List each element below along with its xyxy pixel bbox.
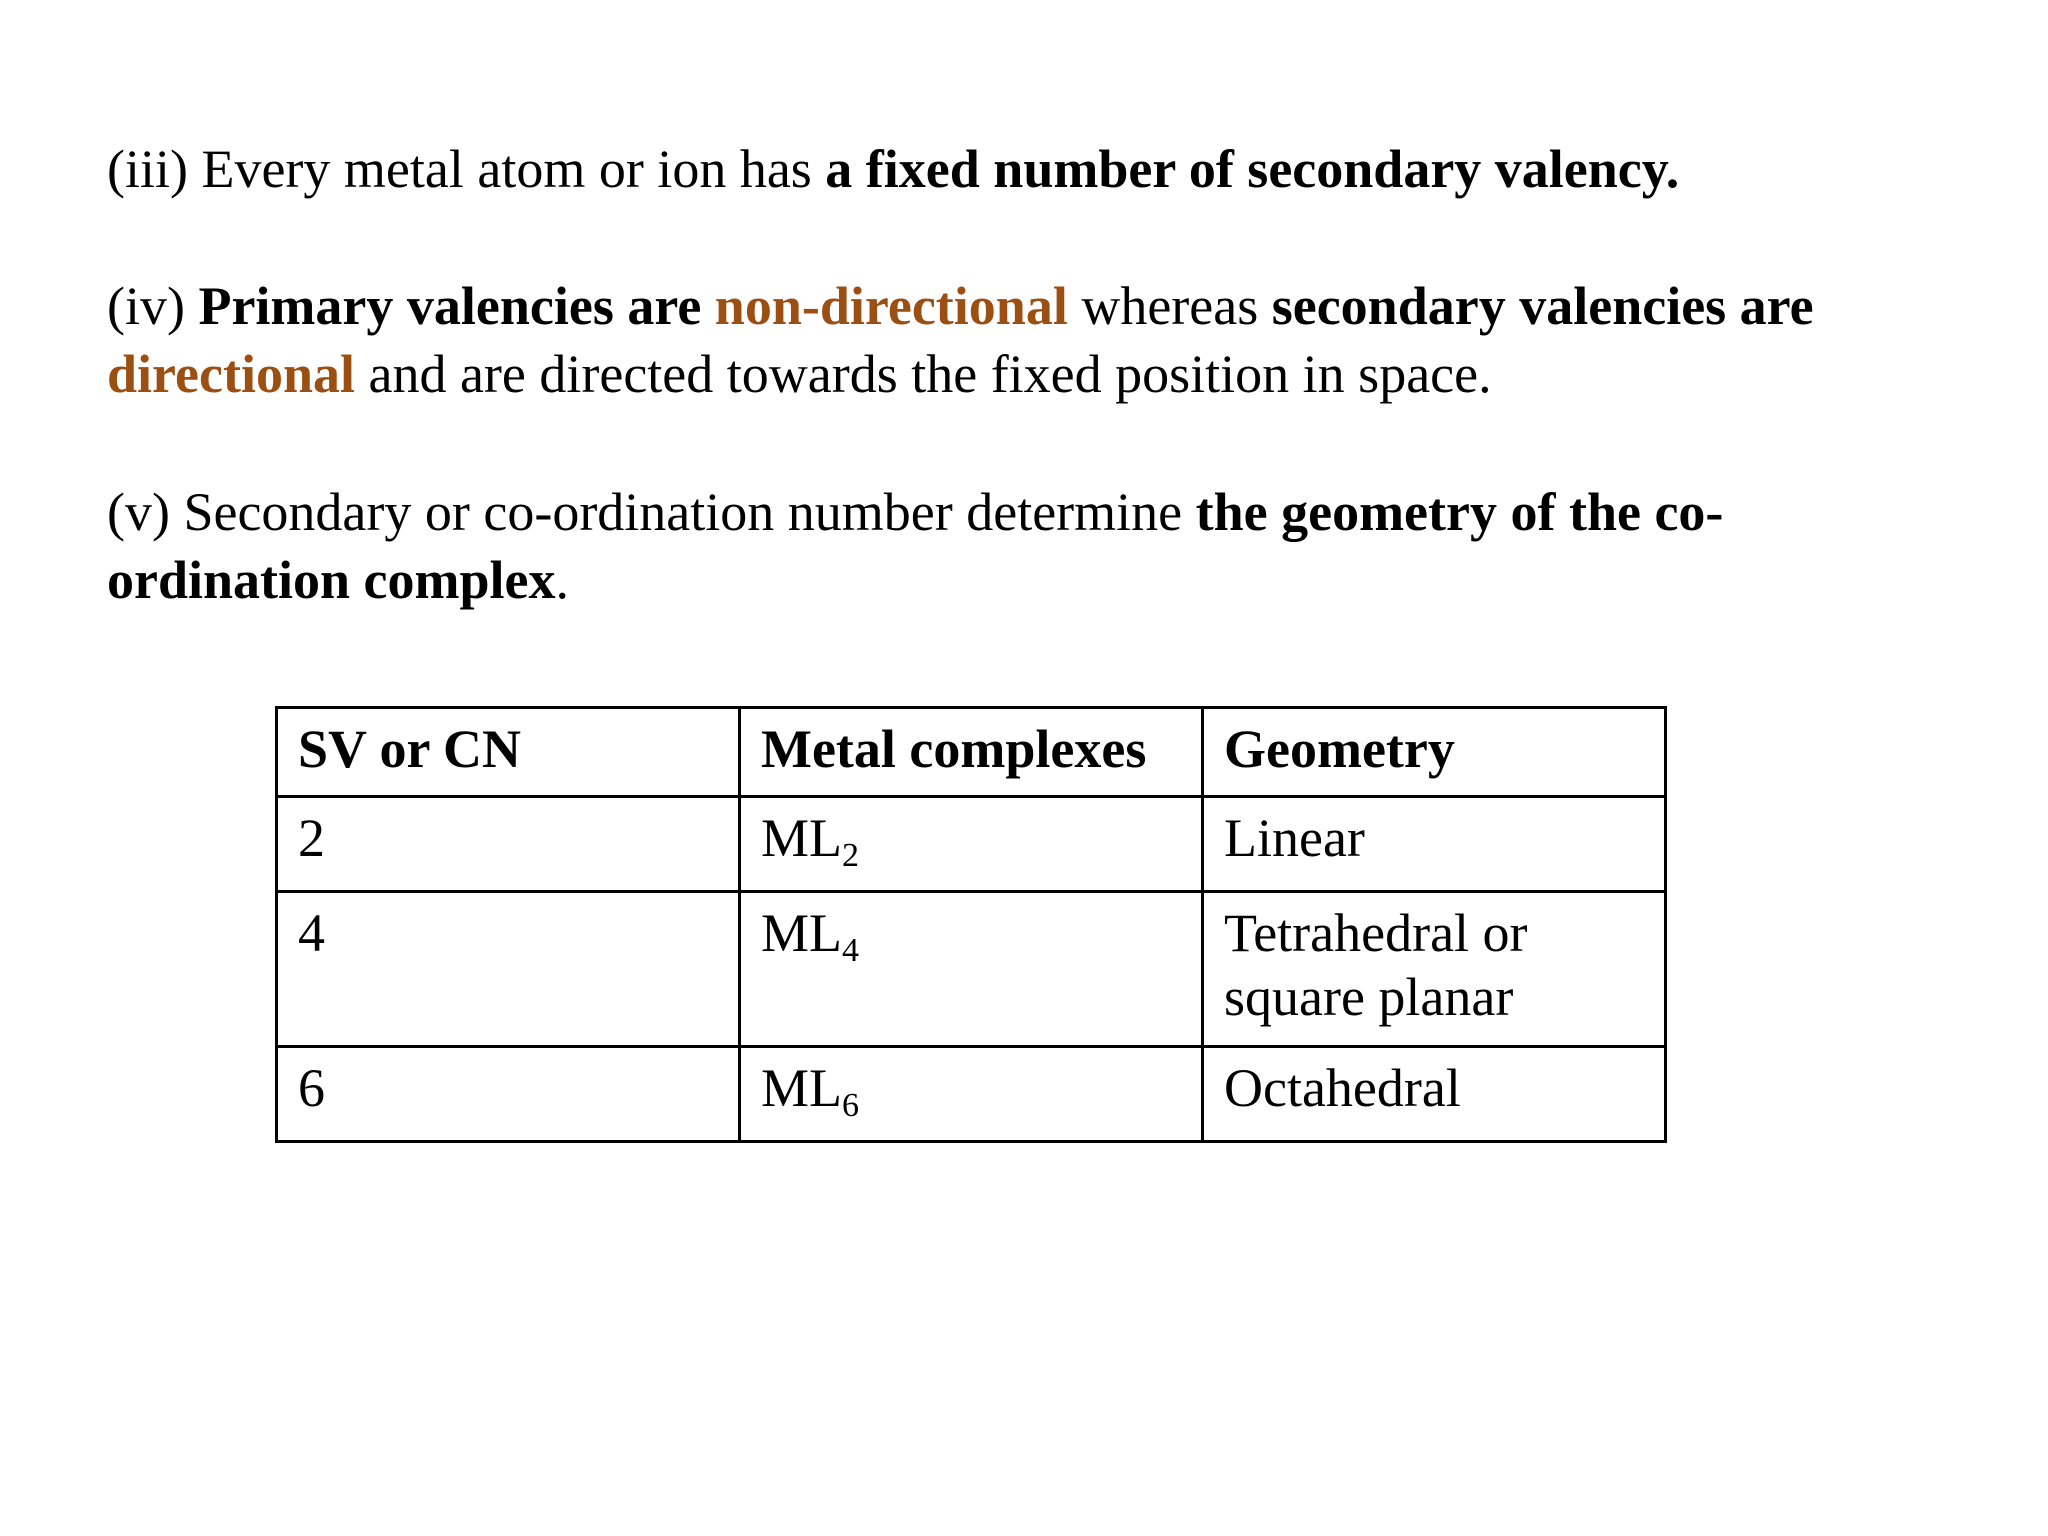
table-row [277, 892, 1666, 1047]
table-row [277, 797, 1666, 892]
header-metal-complexes: Metal complexes [740, 708, 1203, 797]
paragraph-iv-bold-primary: Primary valencies are [198, 276, 715, 336]
paragraph-iv-accent-non-directional: non-directional [714, 276, 1068, 336]
cell-geometry: Octahedral [1203, 1047, 1666, 1142]
paragraph-iv-lead: (iv) [107, 276, 199, 336]
complex-base: ML [761, 903, 842, 963]
paragraph-iv-mid: whereas [1067, 276, 1272, 336]
header-geometry: Geometry [1203, 708, 1666, 797]
cell-sv: 6 [277, 1047, 740, 1142]
paragraph-iii-lead: (iii) Every metal atom or ion has [107, 139, 826, 199]
cell-geometry: Tetrahedral or square planar [1203, 892, 1666, 1047]
table-row [277, 1047, 1666, 1142]
cell-sv: 4 [277, 892, 740, 1047]
cell-complex [740, 797, 1203, 892]
paragraph-iii-bold: a fixed number of secondary valency. [825, 139, 1680, 199]
complex-subscript: 6 [842, 1087, 859, 1124]
table-header-row [277, 708, 1666, 797]
paragraph-v-tail: . [555, 550, 570, 610]
complex-subscript: 2 [842, 837, 859, 874]
geometry-table [275, 706, 1667, 1143]
complex-base: ML [761, 1058, 842, 1118]
paragraph-v [107, 478, 1897, 614]
complex-base: ML [761, 808, 842, 868]
cell-sv: 2 [277, 797, 740, 892]
cell-geometry: Linear [1203, 797, 1666, 892]
paragraph-iii [107, 135, 1897, 203]
paragraph-v-lead: (v) Secondary or co-ordination number determine [107, 482, 1196, 542]
paragraph-iv-bold-secondary: secondary valencies are [1271, 276, 1814, 336]
cell-complex [740, 1047, 1203, 1142]
complex-subscript: 4 [842, 932, 859, 969]
header-sv-cn: SV or CN [277, 708, 740, 797]
paragraph-iv-accent-directional: directional [107, 344, 355, 404]
paragraph-iv [107, 272, 1897, 408]
cell-complex [740, 892, 1203, 1047]
paragraph-v-bold: the geometry of the co-ordination complex [107, 482, 1724, 610]
paragraph-iv-tail: and are directed towards the fixed position in space. [354, 344, 1492, 404]
